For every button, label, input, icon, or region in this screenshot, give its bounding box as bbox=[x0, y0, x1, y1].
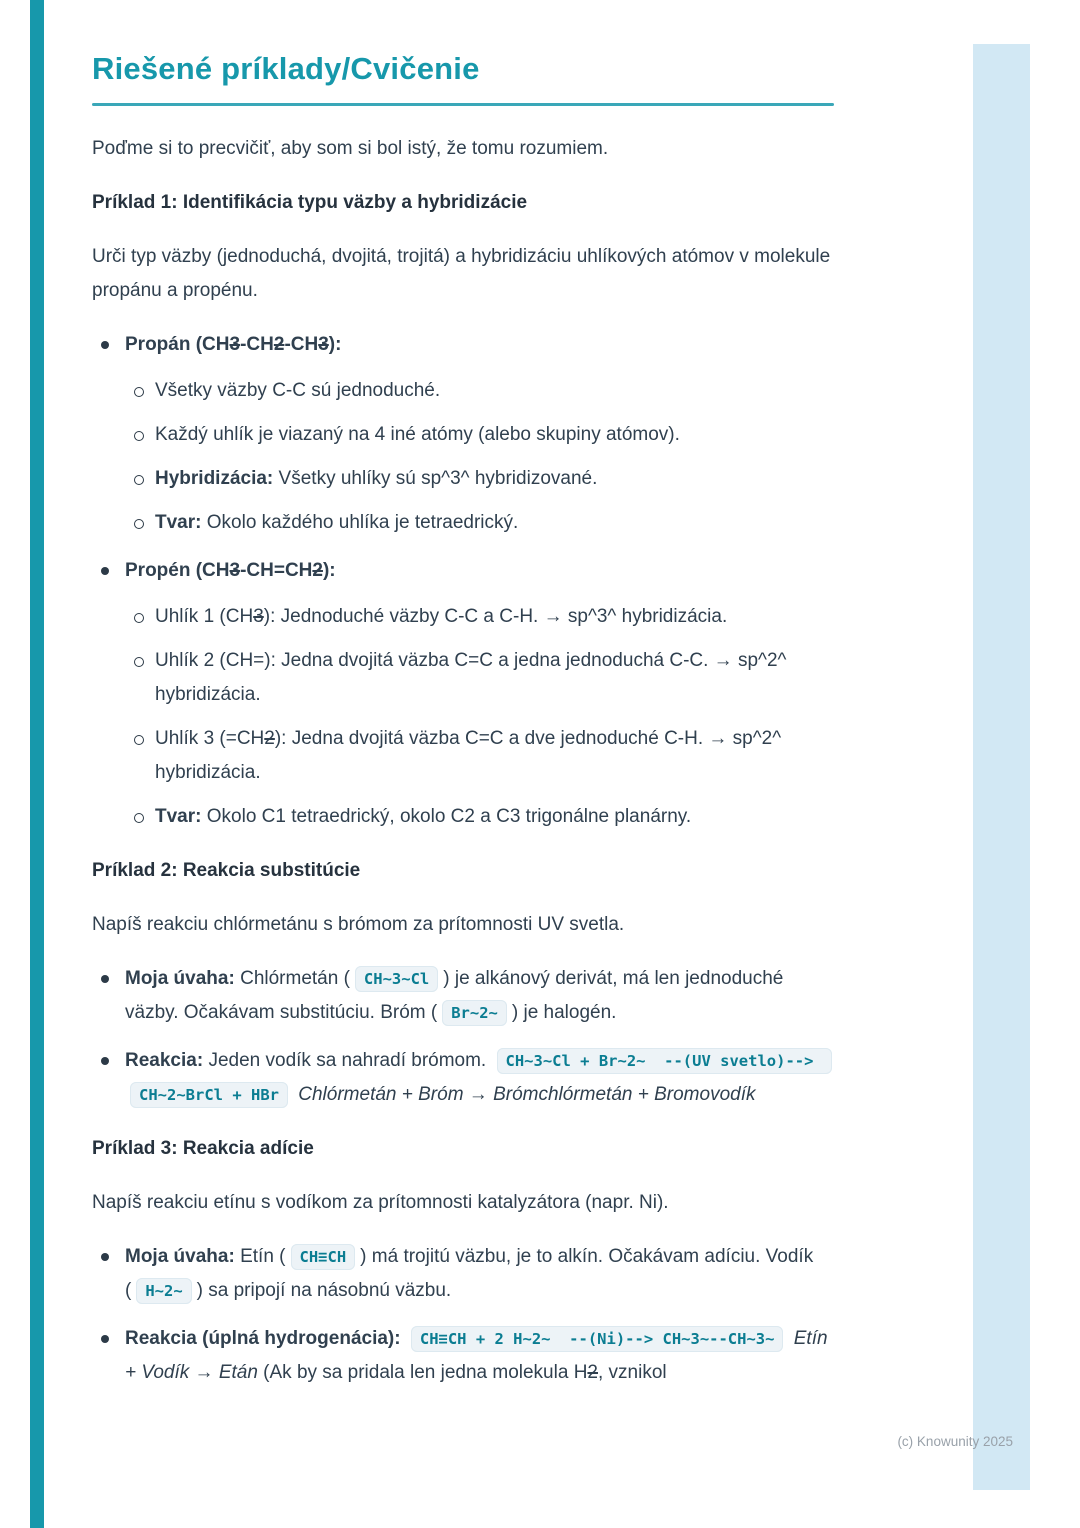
sub-list-item bbox=[125, 462, 834, 496]
text-segment: Chlórmetán + Bróm → Brómchlórmetán + Bromovodík bbox=[298, 1084, 756, 1105]
text-segment: , vznikol bbox=[598, 1362, 667, 1383]
list-item-text bbox=[125, 962, 834, 1030]
text-segment: ) je halogén. bbox=[511, 1002, 617, 1023]
paragraph bbox=[92, 240, 834, 308]
sub-list-item bbox=[125, 644, 834, 712]
section-heading bbox=[92, 186, 834, 220]
text-segment bbox=[401, 1328, 406, 1349]
text-segment: Napíš reakciu chlórmetánu s brómom za prítomnosti UV svetla. bbox=[92, 914, 625, 935]
section-heading bbox=[92, 854, 834, 888]
bullet-list bbox=[92, 1240, 834, 1390]
text-segment: 3 bbox=[253, 606, 264, 627]
paragraph bbox=[92, 132, 834, 166]
text-segment: 2 bbox=[273, 334, 285, 355]
text-segment: ) je alkánový derivát, má len jednoduché väzby. Očakávam substitúciu. Bróm ( bbox=[125, 968, 784, 1023]
list-item-text bbox=[125, 1044, 834, 1112]
text-segment: 2 bbox=[312, 560, 323, 581]
text-segment: 2 bbox=[587, 1362, 598, 1383]
text-segment: 2 bbox=[264, 728, 275, 749]
bullet-list bbox=[92, 962, 834, 1112]
copyright-watermark: (c) Knowunity 2025 bbox=[897, 1434, 1013, 1449]
list-item-text bbox=[125, 328, 834, 362]
text-segment: Chlórmetán ( bbox=[234, 968, 350, 989]
inline-code: CH~3~Cl + Br~2~ --(UV svetlo)--> CH~2~BrCl + HBr bbox=[130, 1048, 832, 1108]
list-item bbox=[92, 1240, 834, 1308]
list-item bbox=[92, 1322, 834, 1390]
list-item-text bbox=[125, 554, 834, 588]
text-segment: Jeden vodík sa nahradí brómom. bbox=[203, 1050, 492, 1071]
sub-list-item bbox=[125, 722, 834, 790]
sub-list-item bbox=[125, 800, 834, 834]
sub-list-item bbox=[125, 374, 834, 408]
text-segment: Uhlík 1 (CH bbox=[155, 606, 254, 627]
inline-code: Br~2~ bbox=[442, 1000, 507, 1026]
text-segment: (Ak by sa pridala len jedna molekula H bbox=[257, 1362, 588, 1383]
text-segment: Okolo každého uhlíka je tetraedrický. bbox=[201, 512, 519, 533]
document-body bbox=[92, 132, 834, 1390]
list-item bbox=[92, 554, 834, 834]
text-segment: Reakcia: bbox=[125, 1050, 204, 1071]
text-segment: Uhlík 2 (CH=): Jedna dvojitá väzba C=C a jedna jednoduchá C-C. → sp^2^ hybridizácia. bbox=[155, 650, 787, 705]
inline-code: H~2~ bbox=[136, 1278, 191, 1304]
paragraph bbox=[92, 1186, 834, 1220]
text-segment: Propán (CH bbox=[125, 334, 230, 355]
text-segment: Reakcia (úplná hydrogenácia): bbox=[125, 1328, 401, 1349]
text-segment: Všetky uhlíky sú sp^3^ hybridizované. bbox=[273, 468, 598, 489]
document-page bbox=[92, 48, 834, 1410]
text-segment: ) má trojitú väzbu, je to alkín. Očakávam adíciu. Vodík ( bbox=[125, 1246, 814, 1301]
text-segment: Moja úvaha: bbox=[125, 968, 235, 989]
text-segment: -CH bbox=[284, 334, 319, 355]
text-segment: Príklad 3: Reakcia adície bbox=[92, 1138, 314, 1159]
decorative-right-stripe bbox=[973, 44, 1030, 1490]
text-segment: ): bbox=[322, 560, 336, 581]
text-segment: Každý uhlík je viazaný na 4 iné atómy (alebo skupiny atómov). bbox=[155, 424, 680, 445]
list-item-text bbox=[125, 1322, 834, 1390]
inline-code: CH≡CH bbox=[291, 1244, 356, 1270]
text-segment: Tvar: bbox=[155, 512, 202, 533]
text-segment: Tvar: bbox=[155, 806, 202, 827]
title-divider bbox=[92, 103, 834, 106]
sub-list-item bbox=[125, 600, 834, 634]
text-segment: ): Jedna dvojitá väzba C=C a dve jednoduché C-H. → sp^2^ hybridizácia. bbox=[155, 728, 782, 783]
text-segment: Urči typ väzby (jednoduchá, dvojitá, trojitá) a hybridizáciu uhlíkových atómov v molekule propánu a propénu. bbox=[92, 246, 831, 301]
text-segment: 3 bbox=[229, 334, 241, 355]
inline-code: CH~3~Cl bbox=[355, 966, 438, 992]
text-segment: Okolo C1 tetraedrický, okolo C2 a C3 trigonálne planárny. bbox=[201, 806, 692, 827]
text-segment: Príklad 1: Identifikácia typu väzby a hybridizácie bbox=[92, 192, 528, 213]
list-item-text bbox=[125, 1240, 834, 1308]
sub-list bbox=[125, 374, 834, 540]
sub-list bbox=[125, 600, 834, 834]
list-item bbox=[92, 328, 834, 540]
text-segment: 3 bbox=[318, 334, 329, 355]
bullet-list bbox=[92, 328, 834, 834]
text-segment: Napíš reakciu etínu s vodíkom za prítomnosti katalyzátora (napr. Ni). bbox=[92, 1192, 669, 1213]
text-segment: ) sa pripojí na násobnú väzbu. bbox=[196, 1280, 452, 1301]
text-segment: Etín + Vodík → Etán bbox=[125, 1328, 828, 1383]
page-title: Riešené príklady/Cvičenie bbox=[92, 51, 480, 86]
text-segment: ): Jednoduché väzby C-C a C-H. → sp^3^ hybridizácia. bbox=[263, 606, 728, 627]
text-segment: ): bbox=[328, 334, 342, 355]
text-segment: Hybridizácia: bbox=[155, 468, 274, 489]
sub-list-item bbox=[125, 418, 834, 452]
text-segment: Moja úvaha: bbox=[125, 1246, 235, 1267]
text-segment: Poďme si to precvičiť, aby som si bol istý, že tomu rozumiem. bbox=[92, 138, 609, 159]
inline-code: CH≡CH + 2 H~2~ --(Ni)--> CH~3~--CH~3~ bbox=[411, 1326, 784, 1352]
text-segment: Uhlík 3 (=CH bbox=[155, 728, 265, 749]
list-item bbox=[92, 962, 834, 1030]
text-segment: Príklad 2: Reakcia substitúcie bbox=[92, 860, 361, 881]
sub-list-item bbox=[125, 506, 834, 540]
list-item bbox=[92, 1044, 834, 1112]
text-segment: -CH bbox=[240, 334, 274, 355]
section-heading bbox=[92, 1132, 834, 1166]
text-segment: -CH=CH bbox=[240, 560, 313, 581]
text-segment: 3 bbox=[229, 560, 241, 581]
text-segment: Etín ( bbox=[234, 1246, 286, 1267]
text-segment: Všetky väzby C-C sú jednoduché. bbox=[155, 380, 441, 401]
paragraph bbox=[92, 908, 834, 942]
left-accent-bar bbox=[30, 0, 44, 1528]
text-segment: Propén (CH bbox=[125, 560, 230, 581]
